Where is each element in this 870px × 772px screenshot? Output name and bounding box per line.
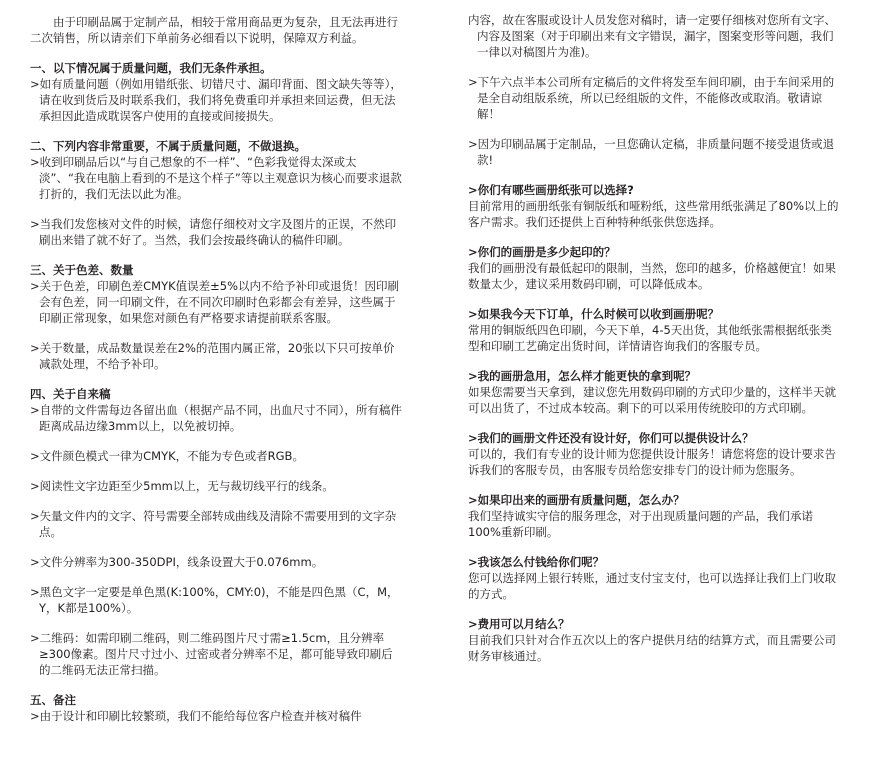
faq-question-2: >你们的画册是多少起印的？ [468,245,616,259]
section-2-title: 二、下列内容非常重要，不属于质量问题，不做退换。 [30,139,306,153]
section-4-item-3: >阅读性文字边距至少5mm以上，无与裁切线平行的线条。 [30,479,334,493]
faq-question-7: >我该怎么付钱给你们呢？ [468,555,605,569]
section-3-title: 三、关于色差、数量 [30,263,134,277]
section-5-title: 五、备注 [30,693,76,707]
faq-answer-8: 目前我们只针对合作五次以上的客户提供月结的结算方式，而且需要公司财务审核通过。 [468,633,836,663]
faq-question-4: >我的画册急用，怎么样才能更快的拿到呢？ [468,369,697,383]
section-4-item-1: >自带的文件需每边各留出血（根据产品不同，出血尺寸不同），所有稿件距离成品边缘3mm以上，以免被切掉。 [30,403,402,433]
faq-question-8: >费用可以月结么？ [468,617,570,631]
section-3-item-2: >关于数量，成品数量误差在2%的范围内属正常，20张以下只可按单价减款处理，不给予补印。 [30,341,395,371]
section-4-item-6: >黑色文字一定要是单色黑(K:100%，CMY:0)，不能是四色黑（C，M，Y，K都是100%）。 [30,585,399,615]
section-4-title: 四、关于自来稿 [30,387,111,401]
faq-answer-6: 我们坚持诚实守信的服务理念，对于出现质量问题的产品，我们承诺100%重新印刷。 [468,509,813,539]
section-1-item-1: >如有质量问题（例如用错纸张、切错尺寸、漏印背面、图文缺失等等），请在收到货后及时联系我们，我们将免费重印并承担来回运费，但无法承担因此造成耽误客户使用的直接或间接损失。 [30,77,402,123]
section-2-item-1: >收到印刷品后以“与自己想象的不一样”、“色彩我觉得太深或太淡”、“我在电脑上看到的不是这个样子”等以主观意识为核心而要求退款打折的，我们无法以此为准。 [30,155,402,201]
notes-item-3: >因为印刷品属于定制品，一旦您确认定稿，非质量问题不接受退货或退款! [468,137,835,167]
faq-question-3: >如果我今天下订单，什么时候可以收到画册呢？ [468,307,720,321]
section-4-item-5: >文件分辨率为300-350DPI，线条设置大于0.076mm。 [30,555,324,569]
faq-question-5: >我们的画册文件还没有设计好，你们可以提供设计么？ [468,431,754,445]
faq-answer-4: 如果您需要当天拿到，建议您先用数码印刷的方式印少量的，这样半天就可以出货了，不过成本较高。剩下的可以采用传统胶印的方式印刷。 [468,385,836,415]
faq-answer-5: 可以的，我们有专业的设计师为您提供设计服务！请您将您的设计要求告诉我们的客服专员，由客服专员给您安排专门的设计师为您服务。 [468,447,836,477]
faq-answer-7: 您可以选择网上银行转账，通过支付宝支付，也可以选择让我们上门收取的方式。 [468,571,836,601]
section-5-item-1: >由于设计和印刷比较繁琐，我们不能给每位客户检查并核对稿件 [30,709,362,723]
faq-answer-3: 常用的铜版纸四色印刷，今天下单，4-5天出货，其他纸张需根据纸张类型和印刷工艺确定出货时间，详情请咨询我们的客服专员。 [468,323,832,353]
faq-answer-2: 我们的画册没有最低起印的限制，当然，您印的越多，价格越便宜！如果数量太少，建议采用数码印刷，可以降低成本。 [468,261,836,291]
right-column [468,0,842,664]
section-4-item-7: >二维码：如需印刷二维码，则二维码图片尺寸需≥1.5cm，且分辨率≥300像素。图片尺寸过小、过密或者分辨率不足，都可能导致印刷后的二维码无法正常扫描。 [30,631,393,677]
section-1-title: 一、以下情况属于质量问题，我们无条件承担。 [30,61,272,75]
faq-question-6: >如果印出来的画册有质量问题，怎么办？ [468,493,685,507]
notes-item-2: >下午六点半本公司所有定稿后的文件将发至车间印刷，由于车间采用的是全自动组版系统，所以已经组版的文件，不能修改或取消。敬请谅解！ [468,75,835,121]
section-3-item-1: >关于色差，印刷色差CMYK值误差±5%以内不给予补印或退货！因印刷会有色差，同一印刷文件，在不同次印刷时色彩都会有差异，这些属于印刷正常现象，如果您对颜色有严格要求请提前联系客服。 [30,279,400,325]
section-2-item-2: >当我们发您核对文件的时候，请您仔细校对文字及图片的正误，不然印刷出来错了就不好了。当然，我们会按最终确认的稿件印刷。 [30,217,397,247]
section-4-item-2: >文件颜色模式一律为CMYK，不能为专色或者RGB。 [30,449,304,463]
faq-question-1: >你们有哪些画册纸张可以选择? [468,183,634,197]
faq-answer-1: 目前常用的画册纸张有铜版纸和哑粉纸，这些常用纸张满足了80%以上的客户需求。我们还提供上百种特种纸张供您选择。 [468,199,839,229]
section-4-item-4: >矢量文件内的文字、符号需要全部转成曲线及清除不需要用到的文字杂点。 [30,509,397,539]
notes-continuation: 内容，故在客服或设计人员发您对稿时，请一定要仔细核对您所有文字、内容及图案（对于印刷出来有文字错误，漏字，图案变形等问题，我们一律以对稿图片为准)。 [468,13,836,59]
left-column [30,0,402,724]
intro-paragraph: 由于印刷品属于定制产品，相较于常用商品更为复杂，且无法再进行二次销售，所以请亲们下单前务必细看以下说明，保障双方利益。 [30,15,398,45]
